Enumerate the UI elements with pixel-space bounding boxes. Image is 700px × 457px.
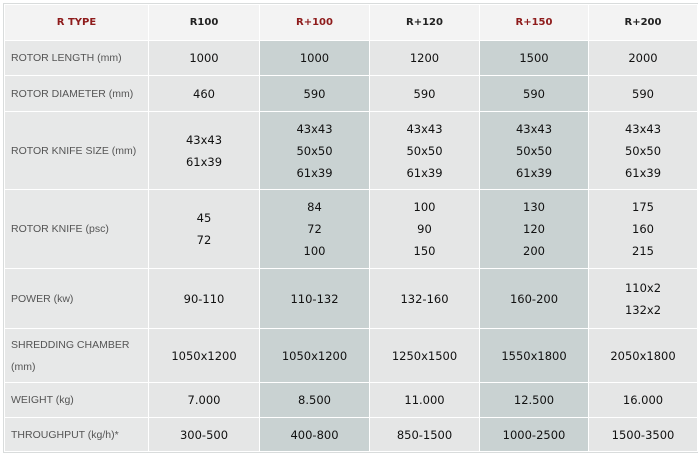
table-row xyxy=(5,418,698,452)
table-cell xyxy=(589,269,698,329)
table-row xyxy=(5,383,698,418)
cell-line: 100 xyxy=(303,244,326,258)
cell-line: 132x2 xyxy=(624,302,662,317)
row-label-line: SHREDDING CHAMBER xyxy=(11,338,130,351)
cell-line: 61x39 xyxy=(406,165,443,180)
table-cell: 1550x1800 xyxy=(480,329,589,383)
cell-line: 200 xyxy=(523,244,545,258)
table-row xyxy=(5,41,698,76)
table-cell: 1500-3500 xyxy=(589,418,698,452)
table-cell xyxy=(370,190,480,269)
header-col-r-plus-150: R+150 xyxy=(480,5,589,41)
table-cell xyxy=(149,112,260,190)
cell-line: 43x43 xyxy=(406,121,443,136)
row-label: ROTOR DIAMETER (mm) xyxy=(5,76,149,112)
cell-line: 175 xyxy=(632,200,654,214)
row-label: THROUGHPUT (kg/h)* xyxy=(5,418,149,452)
table-cell: 1050x1200 xyxy=(149,329,260,383)
cell-line: 61x39 xyxy=(185,154,223,169)
table-cell: 2050x1800 xyxy=(589,329,698,383)
table-cell xyxy=(589,112,698,190)
table-cell: 1000-2500 xyxy=(480,418,589,452)
row-label: ROTOR KNIFE SIZE (mm) xyxy=(5,112,149,190)
table-cell: 850-1500 xyxy=(370,418,480,452)
header-col-r-plus-120: R+120 xyxy=(370,5,480,41)
cell-line: 61x39 xyxy=(515,165,553,180)
cell-line: 43x43 xyxy=(515,121,553,136)
table-cell: 590 xyxy=(260,76,370,112)
table-cell: 110-132 xyxy=(260,269,370,329)
table-row xyxy=(5,269,698,329)
cell-line: 120 xyxy=(523,222,545,236)
cell-line: 61x39 xyxy=(296,165,333,180)
cell-line: 72 xyxy=(196,233,212,247)
cell-line: 43x43 xyxy=(624,121,662,136)
table-cell: 11.000 xyxy=(370,383,480,418)
table-cell: 2000 xyxy=(589,41,698,76)
row-label: WEIGHT (kg) xyxy=(5,383,149,418)
row-label xyxy=(5,329,149,383)
cell-line: 50x50 xyxy=(406,143,443,158)
table-cell: 1000 xyxy=(149,41,260,76)
header-label: R TYPE xyxy=(5,5,149,41)
table-cell: 7.000 xyxy=(149,383,260,418)
table-cell: 8.500 xyxy=(260,383,370,418)
table-cell xyxy=(149,190,260,269)
table-row xyxy=(5,329,698,383)
cell-line: 50x50 xyxy=(515,143,553,158)
table-row xyxy=(5,190,698,269)
table-cell: 300-500 xyxy=(149,418,260,452)
header-col-r-plus-200: R+200 xyxy=(589,5,698,41)
table-cell: 16.000 xyxy=(589,383,698,418)
cell-line: 160 xyxy=(632,222,654,236)
table-cell: 1500 xyxy=(480,41,589,76)
cell-line: 50x50 xyxy=(624,143,662,158)
row-label: POWER (kw) xyxy=(5,269,149,329)
table-cell: 90-110 xyxy=(149,269,260,329)
spec-table xyxy=(4,4,698,452)
spec-table-container xyxy=(3,3,698,453)
cell-line: 100 xyxy=(413,200,436,214)
row-label: ROTOR KNIFE (psc) xyxy=(5,190,149,269)
cell-line: 72 xyxy=(307,222,322,236)
cell-line: 43x43 xyxy=(185,132,223,147)
cell-line: 150 xyxy=(413,244,436,258)
table-cell xyxy=(260,112,370,190)
row-label: ROTOR LENGTH (mm) xyxy=(5,41,149,76)
table-cell: 460 xyxy=(149,76,260,112)
header-row xyxy=(5,5,698,41)
table-cell xyxy=(480,190,589,269)
cell-line: 130 xyxy=(523,200,545,214)
cell-line: 43x43 xyxy=(296,121,333,136)
cell-line: 45 xyxy=(196,211,212,225)
table-cell: 1000 xyxy=(260,41,370,76)
cell-line: 61x39 xyxy=(624,165,662,180)
row-label-line: (mm) xyxy=(11,360,36,373)
table-cell: 1250x1500 xyxy=(370,329,480,383)
header-col-r100: R100 xyxy=(149,5,260,41)
table-cell xyxy=(260,190,370,269)
table-cell: 160-200 xyxy=(480,269,589,329)
table-cell xyxy=(480,112,589,190)
table-cell: 590 xyxy=(480,76,589,112)
table-cell: 1200 xyxy=(370,41,480,76)
cell-line: 215 xyxy=(632,244,654,258)
table-cell: 400-800 xyxy=(260,418,370,452)
table-cell xyxy=(370,112,480,190)
header-col-r-plus-100: R+100 xyxy=(260,5,370,41)
cell-line: 110x2 xyxy=(624,280,662,295)
table-row xyxy=(5,76,698,112)
table-cell: 590 xyxy=(589,76,698,112)
table-row xyxy=(5,112,698,190)
cell-line: 90 xyxy=(417,222,432,236)
table-cell: 12.500 xyxy=(480,383,589,418)
table-cell: 590 xyxy=(370,76,480,112)
cell-line: 50x50 xyxy=(296,143,333,158)
cell-line: 84 xyxy=(307,200,322,214)
table-cell xyxy=(589,190,698,269)
table-cell: 132-160 xyxy=(370,269,480,329)
table-cell: 1050x1200 xyxy=(260,329,370,383)
